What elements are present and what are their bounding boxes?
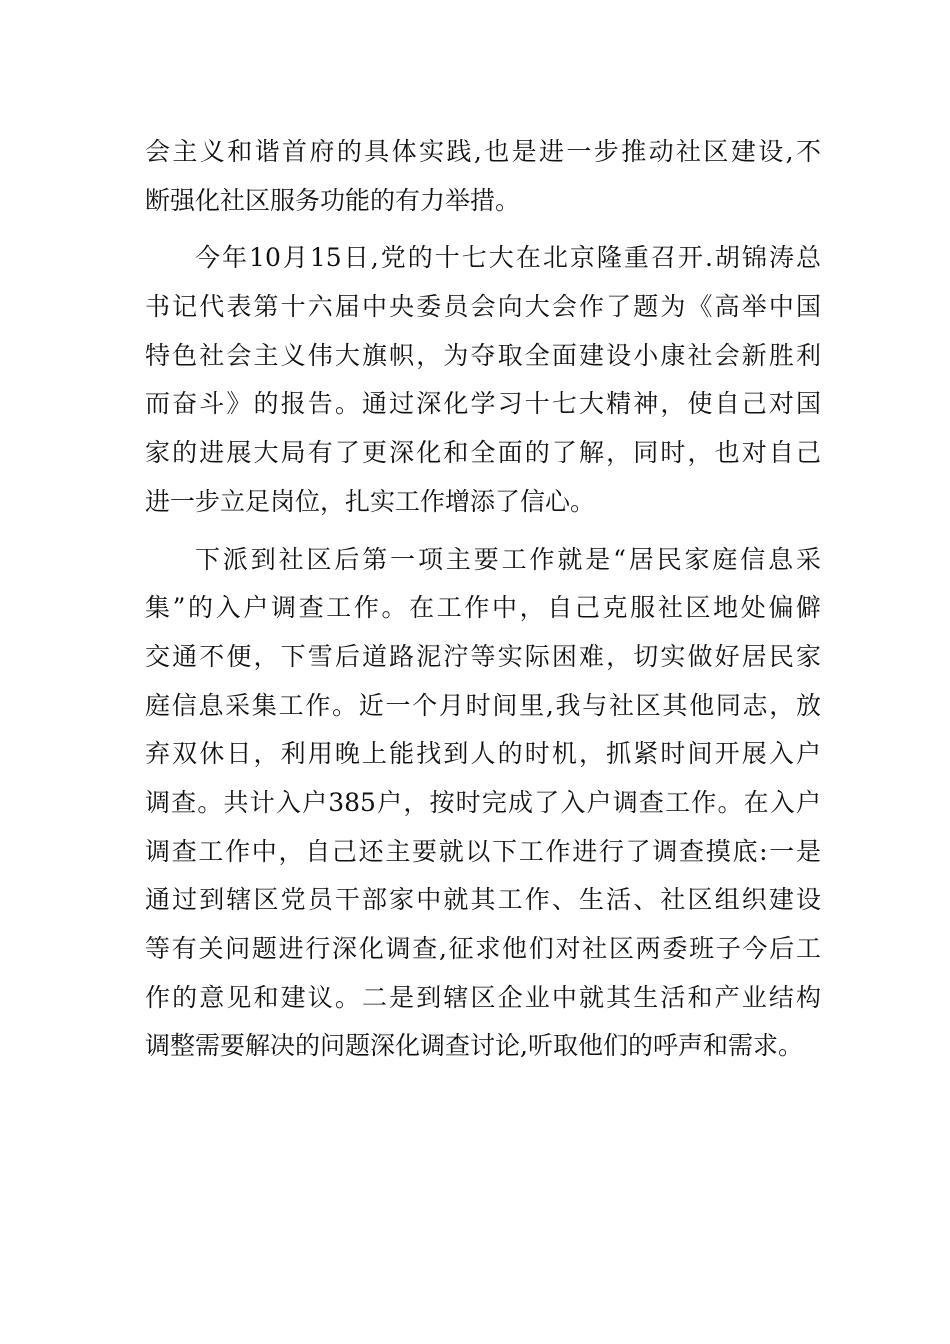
text-line: 弃双休日，利用晚上能找到人的时机，抓紧时间开展入户: [145, 739, 821, 769]
text-line: 下派到社区后第一项主要工作就是“居民家庭信息采: [195, 544, 821, 574]
text-line: 调查工作中，自己还主要就以下工作进行了调查摸底:一是: [145, 836, 821, 866]
paragraph-3: [145, 536, 821, 1072]
text-line: 书记代表第十六届中央委员会向大会作了题为《高举中国: [145, 292, 821, 322]
text-line: 通过到辖区党员干部家中就其工作、生活、社区组织建设: [145, 885, 821, 915]
text-line: 会主义和谐首府的具体实践,也是进一步推动社区建设,不: [145, 137, 821, 166]
text-line: 断强化社区服务功能的有力举措。: [145, 185, 521, 215]
text-line: 调整需要解决的问题深化调查讨论,听取他们的呼声和需求。: [145, 1031, 803, 1061]
text-line: 而奋斗》的报告。通过深化学习十七大精神，使自己对国: [145, 389, 821, 419]
text-line: 家的进展大局有了更深化和全面的了解，同时，也对自己: [145, 438, 821, 468]
text-line: 交通不便，下雪后道路泥泞等实际困难，切实做好居民家: [145, 641, 821, 671]
text-line: 作的意见和建议。二是到辖区企业中就其生活和产业结构: [145, 982, 821, 1012]
text-line: 等有关问题进行深化调查,征求他们对社区两委班子今后工: [145, 934, 821, 963]
text-line: 特色社会主义伟大旗帜，为夺取全面建设小康社会新胜利: [145, 340, 821, 370]
body-text: [145, 128, 821, 1071]
paragraph-1: [145, 128, 821, 225]
text-line: 调查。共计入户385户，按时完成了入户调查工作。在入户: [145, 787, 821, 817]
paragraph-2: [145, 234, 821, 526]
text-line: 集”的入户调查工作。在工作中，自己克服社区地处偏僻: [145, 593, 821, 623]
text-line: 庭信息采集工作。近一个月时间里,我与社区其他同志，放: [145, 690, 821, 720]
text-line: 今年10月15日,党的十七大在北京隆重召开.胡锦涛总: [195, 243, 821, 273]
text-line: 进一步立足岗位，扎实工作增添了信心。: [145, 486, 596, 516]
